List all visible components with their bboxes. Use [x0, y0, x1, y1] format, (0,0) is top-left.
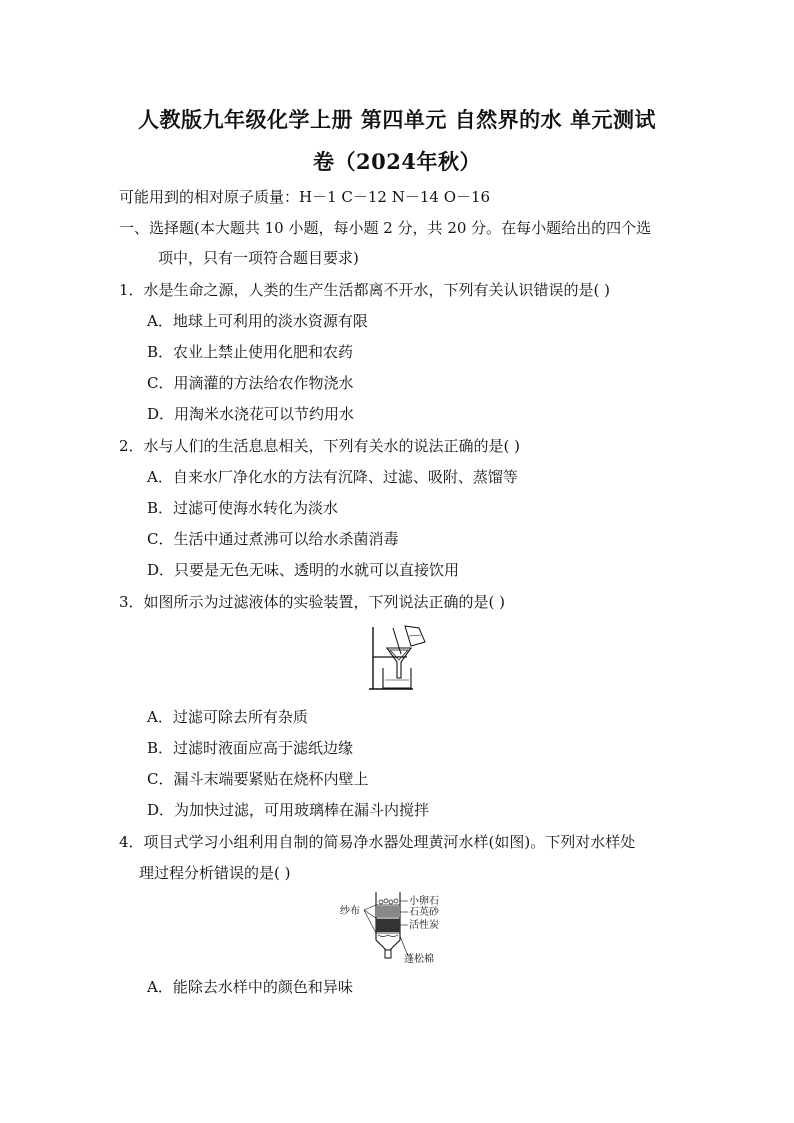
- page-title: 人教版九年级化学上册 第四单元 自然界的水 单元测试: [138, 107, 656, 132]
- section-heading-continued: 项中，只有一项符合题目要求): [158, 249, 359, 267]
- q1-stem: 1．水是生命之源，人类的生产生活都离不开水，下列有关认识错误的是( ): [119, 281, 611, 299]
- q1-option-c: C．用滴灌的方法给农作物浇水: [147, 374, 354, 392]
- water-purifier-figure: [338, 890, 448, 970]
- q2-option-b: B．过滤可使海水转化为淡水: [147, 499, 339, 517]
- atomic-masses: 可能用到的相对原子质量：H－1 C－12 N－14 O－16: [119, 188, 491, 206]
- q2-option-d: D．只要是无色无味、透明的水就可以直接饮用: [147, 561, 460, 579]
- q2-option-c: C．生活中通过煮沸可以给水杀菌消毒: [147, 530, 399, 548]
- page-title-continued: 卷（2024年秋）: [313, 149, 481, 174]
- label-activated-carbon: 活性炭: [409, 920, 439, 931]
- q4-option-a: A．能除去水样中的颜色和异味: [147, 978, 353, 996]
- q2-option-a: A．自来水厂净化水的方法有沉降、过滤、吸附、蒸馏等: [147, 468, 518, 486]
- q3-option-a: A．过滤可除去所有杂质: [147, 708, 308, 726]
- filtration-apparatus-figure: [365, 622, 435, 692]
- q1-option-b: B．农业上禁止使用化肥和农药: [147, 343, 354, 361]
- q3-option-d: D．为加快过滤，可用玻璃棒在漏斗内搅拌: [147, 801, 430, 819]
- section-heading: 一、选择题(本大题共 10 小题，每小题 2 分，共 20 分。在每小题给出的四个选: [119, 219, 652, 237]
- label-pebbles: 小卵石: [409, 896, 439, 907]
- q4-stem: 4．项目式学习小组利用自制的简易净水器处理黄河水样(如图)。下列对水样处: [119, 833, 636, 851]
- label-cloth: 纱布: [340, 906, 360, 917]
- label-cotton: 蓬松棉: [404, 954, 434, 965]
- q1-option-a: A．地球上可利用的淡水资源有限: [147, 312, 368, 330]
- q3-option-c: C．漏斗末端要紧贴在烧杯内壁上: [147, 770, 369, 788]
- label-quartz-sand: 石英砂: [409, 907, 439, 918]
- q2-stem: 2．水与人们的生活息息相关，下列有关水的说法正确的是( ): [119, 437, 521, 455]
- q3-stem: 3．如图所示为过滤液体的实验装置，下列说法正确的是( ): [119, 593, 506, 611]
- q3-option-b: B．过滤时液面应高于滤纸边缘: [147, 739, 354, 757]
- q1-option-d: D．用淘米水浇花可以节约用水: [147, 405, 355, 423]
- q4-stem-continued: 理过程分析错误的是( ): [139, 864, 291, 882]
